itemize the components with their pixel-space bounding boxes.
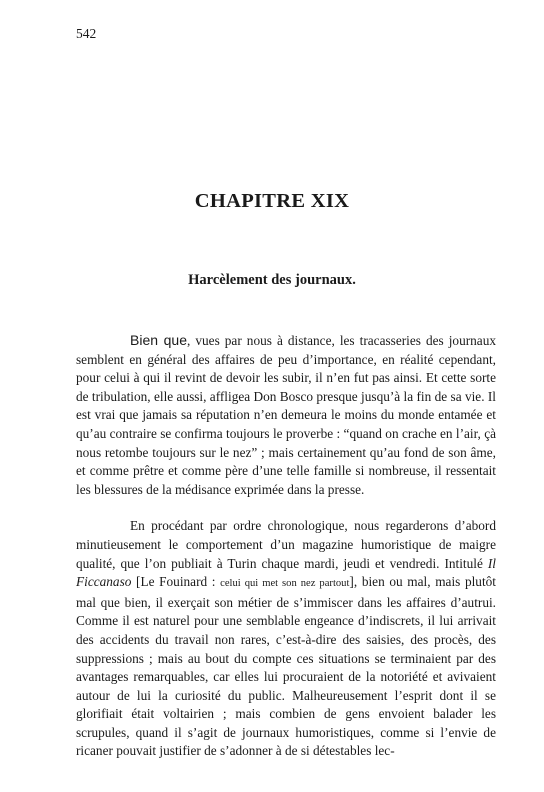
paragraph-text: , vues par nous à distance, les tracasseries des journaux semblent en général des affaires de peu d’importance, en réalité cependant, pour celui à qui il revint de devoir les subir, il n’en fut pas ainsi. Et cette sorte de tribulation, elle aussi, affligea Don Bosco presque jusqu’à la fin de sa vie. Il est vrai que jamais sa réputation n’en demeura le moins du monde entamée et qu’au contraire se confirma toujours le proverbe : “quand on crache en l’air, çà nous retombe toujours sur le nez” ; mais certainement qu’au fond de son âme, et comme prêtre et comme père d’une telle famille si nombreuse, il ressentait les blessures de la médisance exprimée dans la presse. bbox=[76, 333, 496, 497]
section-title: Harcèlement des journaux. bbox=[188, 272, 356, 288]
paragraph-1 bbox=[76, 331, 496, 499]
paragraph-text: ], bien ou mal, mais plutôt mal que bien, il exerçait son métier de s’immiscer dans les affaires d’autrui. Comme il est naturel pour une semblable engeance d’indiscrets, il lui arrivait des accidents du travail non rares, c’est-à-dire des saisies, des procès, des suppressions ; mais au bout du compte ces situations se terminaient par des avantages remarquables, car elles lui procuraient de la notoriété et avivaient autour de lui la curiosité du public. Malheureusement l’esprit dont il se glorifiait était voltairien ; mais combien de gens envoient balader les scrupules, quand il s’agit de journaux humoristiques, comme si l’envie de ricaner pouvait justifier de s’adonner à de si détestables lec- bbox=[76, 574, 496, 759]
bracket-gloss: celui qui met son nez partout bbox=[220, 578, 350, 590]
body-text bbox=[76, 331, 496, 761]
periodical-title: Il Ficcanaso bbox=[76, 555, 496, 590]
bracket-open: [Le Fouinard : bbox=[131, 574, 221, 590]
chapter-title: CHAPITRE XIX bbox=[194, 190, 350, 212]
paragraph-lead: Bien que bbox=[130, 332, 187, 348]
paragraph-2 bbox=[76, 517, 496, 761]
paragraph-text: En procédant par ordre chronologique, nous regarderons d’abord minutieusement le comportement d’un magazine humoristique de maigre qualité, que l’on publiait à Turin chaque mardi, jeudi et vendredi. Intitulé bbox=[76, 518, 496, 571]
page-number: 542 bbox=[76, 26, 97, 41]
